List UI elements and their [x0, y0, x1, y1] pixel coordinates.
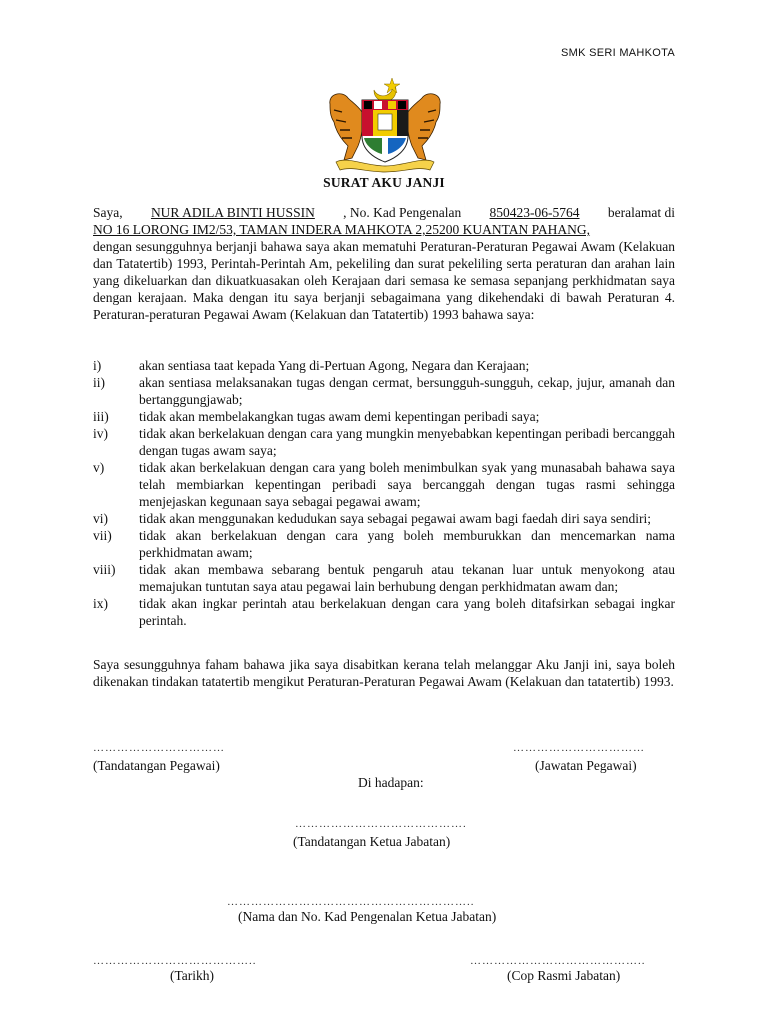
list-item [93, 595, 675, 629]
list-item [93, 510, 675, 527]
pegawai-name: NUR ADILA BINTI HUSSIN [150, 205, 315, 220]
closing-paragraph: Saya sesungguhnya faham bahawa jika saya disabitkan kerana telah melanggar Aku Janji ini, saya boleh dikenakan tindakan tatatertib mengikut Peraturan-Peraturan Pegawai Awam (Kelakuan dan tatatertib) 1993. [93, 657, 675, 689]
list-item-number: vi) [93, 511, 108, 526]
list-item-text: tidak akan membawa sebarang bentuk pengaruh atau tekanan luar untuk menyokong atau memajukan tuntutan saya atau pegawai lain berhubung dengan perkhidmatan awam dan; [139, 562, 675, 594]
intro-ic-label: , No. Kad Pengenalan [343, 205, 462, 220]
list-item-text: akan sentiasa taat kepada Yang di-Pertuan Agong, Negara dan Kerajaan; [139, 358, 530, 373]
list-item [93, 408, 675, 425]
list-item [93, 374, 675, 408]
document-title: SURAT AKU JANJI [323, 175, 445, 190]
list-item-text: tidak akan menggunakan kedudukan saya sebagai pegawai awam bagi faedah diri saya sendiri; [139, 511, 652, 526]
label-nama-ketua: (Nama dan No. Kad Pengenalan Ketua Jabatan) [238, 909, 497, 924]
intro-body: dengan sesungguhnya berjanji bahawa saya akan mematuhi Peraturan-Peraturan Pegawai Awam (Kelakuan dan Tatatertib) 1993, Perintah-Perintah Am, pekeliling dan surat pekeliling serta peraturan dan arahan lain yang dikeluarkan dan dikuatkuasakan oleh Kerajaan dari semasa ke semasa sepanjang perkhidmatan saya dengan kerajaan. Maka dengan itu saya berjanji sebagaimana yang dikehendaki di bawah Peraturan 4. Peraturan-peraturan Pegawai Awam (Kelakuan dan Tatatertib) 1993 bahawa saya: [93, 239, 675, 322]
intro-paragraph [93, 204, 675, 323]
list-item-text: tidak akan ingkar perintah atau berkelakuan dengan cara yang boleh ditafsirkan sebagai ingkar perintah. [139, 596, 675, 628]
ic-number: 850423-06-5764 [489, 205, 580, 220]
list-item-number: i) [93, 358, 102, 373]
list-item [93, 425, 675, 459]
list-item-number: iii) [93, 409, 109, 424]
list-item-number: vii) [93, 528, 112, 543]
intro-address-label: beralamat di [607, 205, 675, 220]
list-item [93, 561, 675, 595]
list-item-text: tidak akan berkelakuan dengan cara yang boleh memburukkan dan mencemarkan nama perkhidmatan awam; [139, 528, 675, 560]
school-name: SMK SERI MAHKOTA [561, 47, 675, 59]
coat-of-arms-logo [322, 76, 448, 174]
label-tandatangan-ketua: (Tandatangan Ketua Jabatan) [293, 834, 451, 849]
intro-prefix: Saya, [93, 205, 123, 220]
label-jawatan-pegawai: (Jawatan Pegawai) [535, 758, 637, 773]
signature-line-tarikh: ………………………………….. [93, 955, 257, 967]
list-item [93, 357, 675, 374]
list-item [93, 459, 675, 510]
label-tarikh: (Tarikh) [170, 968, 215, 983]
list-item-number: viii) [93, 562, 116, 577]
list-item [93, 527, 675, 561]
list-item-number: iv) [93, 426, 108, 441]
signature-line-pegawai: …………………………… [93, 742, 225, 754]
list-item-text: tidak akan berkelakuan dengan cara yang boleh menimbulkan syak yang munasabah bahawa saya telah membiarkan kepentingan peribadi saya bercanggah dengan tugas rasmi sehingga menjejaskan kegunaan saya sebagai pegawai awam; [139, 460, 675, 509]
list-item-text: tidak akan membelakangkan tugas awam demi kepentingan peribadi saya; [139, 409, 540, 424]
list-item-number: ii) [93, 375, 105, 390]
signature-line-cop: …………………………………….. [470, 955, 646, 967]
label-di-hadapan: Di hadapan: [358, 775, 424, 790]
signature-line-nama-ketua: …………………………………………………….. [227, 896, 475, 908]
list-item-number: v) [93, 460, 105, 475]
label-tandatangan-pegawai: (Tandatangan Pegawai) [93, 758, 220, 773]
list-item-text: tidak akan berkelakuan dengan cara yang mungkin menyebabkan kepentingan peribadi bercanggah dengan tugas awam saya; [139, 426, 675, 458]
signature-line-jawatan: …………………………… [513, 742, 645, 754]
label-cop-rasmi: (Cop Rasmi Jabatan) [507, 968, 621, 983]
signature-line-ketua: ……………………………………. [295, 818, 467, 830]
undertaking-list [93, 357, 675, 629]
pegawai-address: NO 16 LORONG IM2/53, TAMAN INDERA MAHKOTA 2,25200 KUANTAN PAHANG, [93, 222, 591, 237]
list-item-text: akan sentiasa melaksanakan tugas dengan cermat, bersungguh-sungguh, cekap, jujur, amanah dan bertanggungjawab; [139, 375, 675, 407]
list-item-number: ix) [93, 596, 108, 611]
